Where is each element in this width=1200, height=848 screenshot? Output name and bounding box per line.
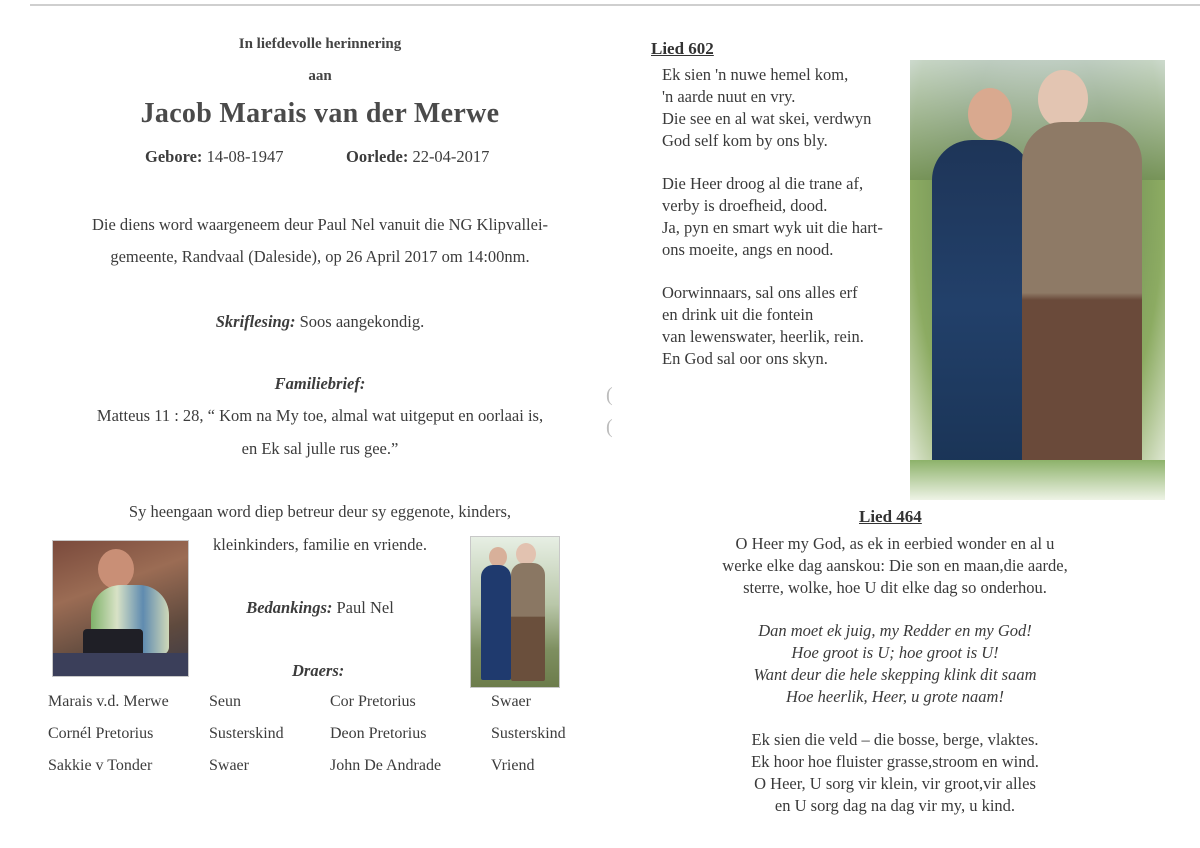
thanks-value: Paul Nel — [336, 598, 394, 617]
photo-couple-small — [470, 536, 560, 688]
scripture-label: Skriflesing: — [215, 312, 296, 331]
song-line: werke elke dag aanskou: Die son en maan,die aarde, — [722, 556, 1068, 575]
bearer-relation: Vriend — [491, 757, 535, 774]
intro-line-1: In liefdevolle herinnering — [238, 36, 402, 52]
died-date: 22-04-2017 — [412, 147, 490, 166]
top-edge-line — [30, 4, 1200, 6]
deceased-name: Jacob Marais van der Merwe — [140, 98, 500, 129]
song-1-verse-2 — [662, 173, 883, 261]
song-line: Ek sien 'n nuwe hemel kom, — [662, 65, 849, 84]
fold-mark: ( — [606, 416, 613, 438]
born-row — [145, 147, 284, 167]
bearer-relation: Swaer — [491, 693, 531, 710]
song-line: Ek sien die veld – die bosse, berge, vlaktes. — [751, 730, 1039, 749]
died-label: Oorlede: — [346, 147, 409, 166]
song-line: en U sorg dag na dag vir my, u kind. — [774, 796, 1016, 815]
song-1-verse-3 — [662, 282, 864, 370]
family-letter-line-1: Matteus 11 : 28, “ Kom na My toe, almal wat uitgeput en oorlaai is, — [96, 406, 544, 425]
song-2-verse-1 — [700, 533, 1090, 599]
song-line: 'n aarde nuut en vry. — [662, 87, 796, 106]
bearer-relation: Susterskind — [491, 725, 566, 742]
bearers-label: Draers: — [292, 661, 345, 680]
died-row — [346, 147, 489, 167]
bearer-name: Sakkie v Tonder — [48, 757, 153, 774]
family-letter-label: Familiebrief: — [274, 374, 366, 393]
song-line: En God sal oor ons skyn. — [662, 349, 828, 368]
song-line: O Heer my God, as ek in eerbied wonder en al u — [735, 534, 1055, 553]
bearer-relation: Susterskind — [209, 725, 284, 742]
service-line-1: Die diens word waargeneem deur Paul Nel vanuit die NG Klipvallei- — [91, 215, 549, 234]
song-1-verse-1 — [662, 64, 871, 152]
song-line: Hoe groot is U; hoe groot is U! — [791, 643, 999, 662]
song-line: Die Heer droog al die trane af, — [662, 174, 864, 193]
song-line: sterre, wolke, hoe U dit elke dag so onderhou. — [743, 578, 1047, 597]
bearer-relation: Swaer — [209, 757, 249, 774]
born-date: 14-08-1947 — [206, 147, 284, 166]
fold-mark: ( — [606, 384, 613, 406]
song-2-verse-2 — [700, 729, 1090, 817]
song-line: en drink uit die fontein — [662, 305, 814, 324]
song-line: ons moeite, angs en nood. — [662, 240, 834, 259]
song-line: Want deur die hele skepping klink dit saam — [753, 665, 1037, 684]
bearer-name: Cornél Pretorius — [48, 725, 154, 742]
song-line: O Heer, U sorg vir klein, vir groot,vir alles — [754, 774, 1036, 793]
mourned-line-1: Sy heengaan word diep betreur deur sy eggenote, kinders, — [128, 502, 512, 521]
song-line: God self kom by ons bly. — [662, 131, 828, 150]
family-letter-line-2: en Ek sal julle rus gee.” — [241, 439, 399, 458]
service-line-2: gemeente, Randvaal (Daleside), op 26 April 2017 om 14:00nm. — [110, 247, 530, 266]
song-2-title: Lied 464 — [859, 507, 922, 526]
thanks-label: Bedankings: — [246, 598, 333, 617]
born-label: Gebore: — [145, 147, 203, 166]
song-line: Ja, pyn en smart wyk uit die hart- — [662, 218, 883, 237]
intro-line-2: aan — [308, 68, 332, 84]
song-line: Oorwinnaars, sal ons alles erf — [662, 283, 858, 302]
song-line: van lewenswater, heerlik, rein. — [662, 327, 864, 346]
song-1-title: Lied 602 — [651, 39, 714, 58]
bearer-name: Cor Pretorius — [330, 693, 416, 710]
bearer-name: Marais v.d. Merwe — [48, 693, 169, 710]
song-line: verby is droefheid, dood. — [662, 196, 828, 215]
scripture-value: Soos aangekondig. — [299, 312, 425, 331]
song-line: Hoe heerlik, Heer, u grote naam! — [786, 687, 1004, 706]
bearer-relation: Seun — [209, 693, 241, 710]
photo-couple-large — [910, 60, 1165, 500]
song-2-chorus — [700, 620, 1090, 708]
bearer-name: John De Andrade — [330, 757, 442, 774]
song-line: Ek hoor hoe fluister grasse,stroom en wind. — [751, 752, 1039, 771]
photo-man-with-accordion — [52, 540, 189, 677]
song-line: Dan moet ek juig, my Redder en my God! — [758, 621, 1032, 640]
bearer-name: Deon Pretorius — [330, 725, 427, 742]
song-line: Die see en al wat skei, verdwyn — [662, 109, 872, 128]
scripture-row — [30, 312, 610, 332]
mourned-line-2: kleinkinders, familie en vriende. — [213, 535, 427, 554]
